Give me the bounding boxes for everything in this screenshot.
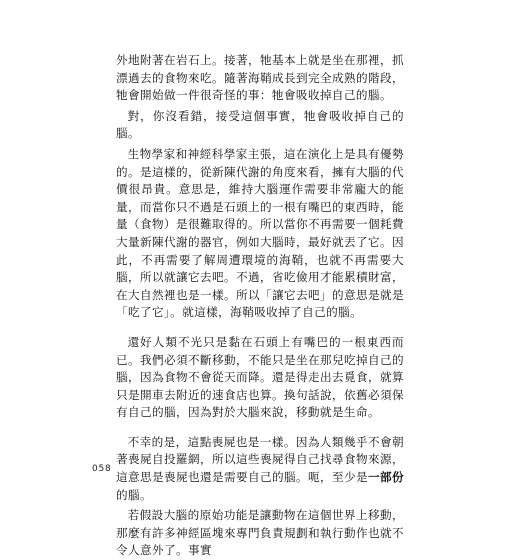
page-number: 058	[92, 464, 112, 474]
emphasized-phrase: 一部份	[368, 470, 404, 485]
paragraph-5-text: 不幸的是，這點喪屍也是一樣。因為人類幾乎不會朝著喪屍自投羅網，所以這些喪屍得自己找尋食物來源，這意思是喪屍也還是需要自己的腦。呃，至少是	[116, 434, 404, 485]
page-body-text	[116, 52, 404, 560]
paragraph-5	[116, 434, 404, 504]
paragraph-6: 若假設大腦的原始功能是讓動物在這個世界上移動，那麼有許多神經區塊來專門負責規劃和執行動作也就不令人意外了。事實	[116, 508, 404, 558]
paragraph-5-end: 的腦。	[116, 487, 152, 502]
paragraph-1: 外地附著在岩石上。接著，牠基本上就是坐在那裡，抓漂過去的食物來吃。隨著海鞘成長到完全成熟的階段，牠會開始做一件很奇怪的事：牠會吸收掉自己的腦。	[116, 53, 404, 103]
paragraph-2: 對，你沒看錯，接受這個事實，牠會吸收掉自己的腦。	[116, 108, 404, 141]
paragraph-3: 生物學家和神經科學家主張，這在演化上是具有優勢的。是這樣的，從新陳代謝的角度來看，擁有大腦的代價很昂貴。意思是，維持大腦運作需要非常龐大的能量，而當你只不過是石頭上的一根有嘴巴的東西時，能量（食物）是很難取得的。所以當你不再需要一個耗費大量新陳代謝的器官，例如大腦時，最好就丟了它。因此，不再需要了解周遭環境的海鞘，也就不再需要大腦，所以就讓它去吧。不過，省吃儉用才能累積財富，在大自然裡也是一樣。所以「讓它去吧」的意思是就是「吃了它」。就這樣，海鞘吸收掉了自己的腦。	[116, 146, 404, 320]
paragraph-4: 還好人類不光只是黏在石頭上有嘴巴的一根東西而已。我們必須不斷移動，不能只是坐在那兒吃掉自己的腦，因為食物不會從天而降。還是得走出去覓食，就算只是開車去附近的速食店也算。換句話說，依舊必須保有自己的腦，因為對於大腦來說，移動就是生命。	[116, 334, 404, 420]
